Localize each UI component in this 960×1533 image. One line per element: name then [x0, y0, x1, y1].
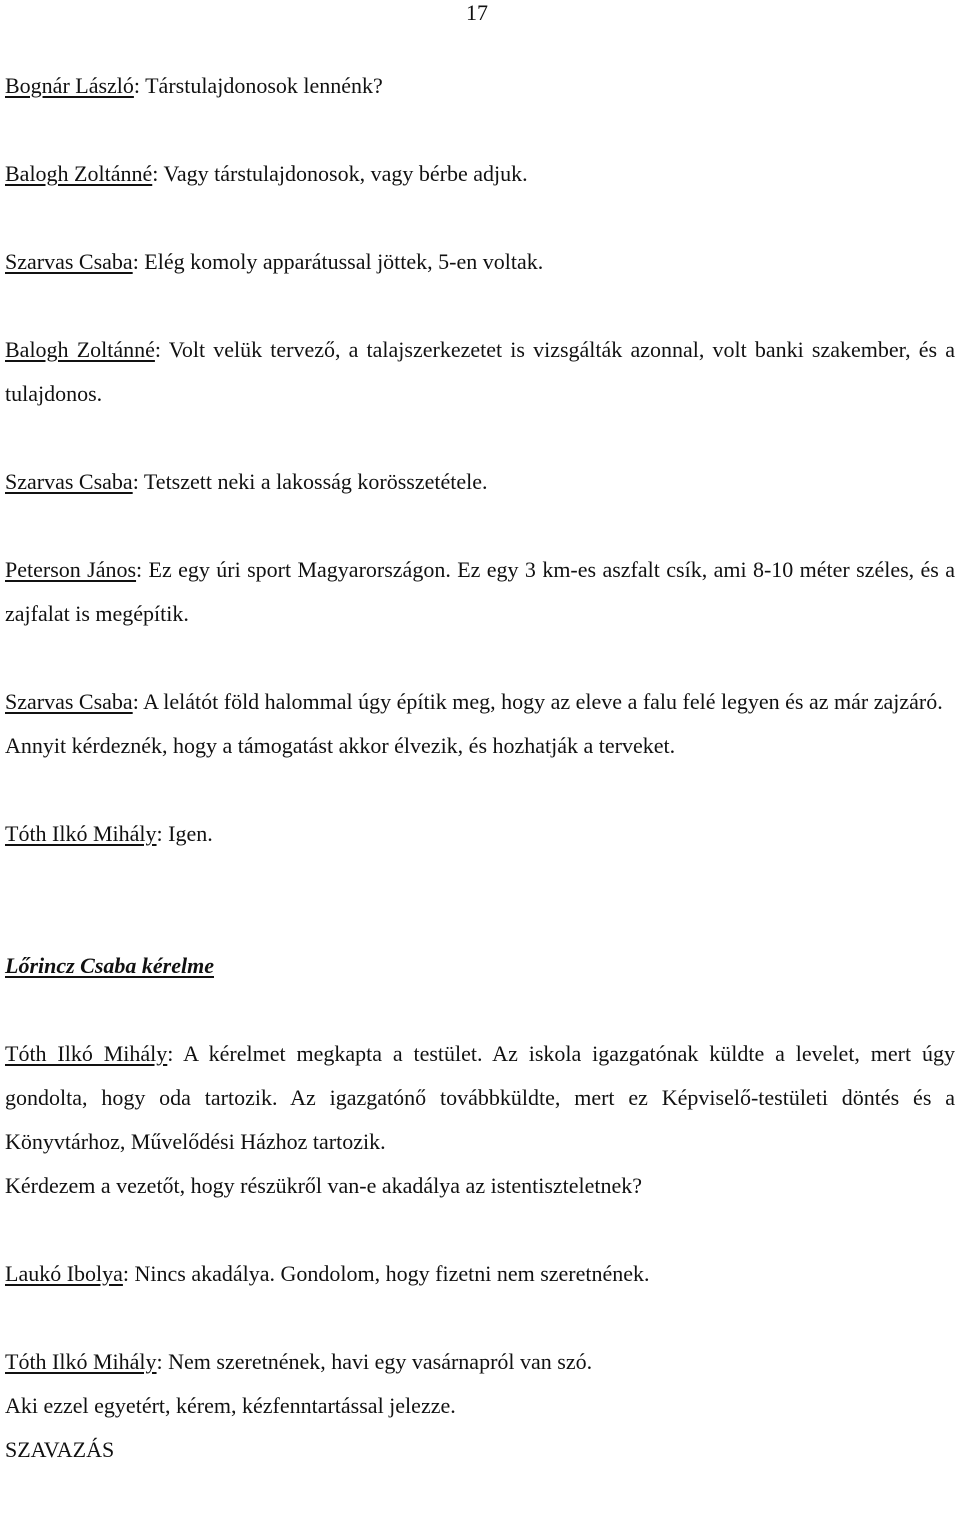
statement-continuation: Annyit kérdeznék, hogy a támogatást akkor élvezik, és hozhatják a terveket.	[5, 733, 676, 758]
entry-balogh-1	[5, 152, 955, 196]
page-number: 17	[466, 0, 488, 25]
statement-text: : Vagy társtulajdonosok, vagy bérbe adjuk.	[152, 161, 528, 186]
speaker-name: Bognár László	[5, 73, 134, 98]
statement-text: : A lelátót föld halommal úgy építik meg, hogy az eleve a falu felé legyen és az már zajzáró.	[132, 689, 943, 714]
speaker-name: Balogh Zoltánné	[5, 337, 155, 362]
speaker-name: Szarvas Csaba	[5, 249, 133, 274]
entry-toth-1	[5, 812, 955, 856]
entry-toth-3	[5, 1340, 955, 1384]
speaker-name: Szarvas Csaba	[5, 469, 133, 494]
statement-text: : Társtulajdonosok lennénk?	[133, 73, 383, 98]
minutes-body	[5, 64, 955, 1472]
speaker-name: Laukó Ibolya	[5, 1261, 123, 1286]
speaker-name: Tóth Ilkó Mihály	[5, 1349, 157, 1374]
speaker-name: Tóth Ilkó Mihály	[5, 1041, 168, 1066]
vote-label: SZAVAZÁS	[5, 1437, 115, 1462]
statement-text: : Tetszett neki a lakosság korösszetétele.	[132, 469, 488, 494]
statement-text: : Nincs akadálya. Gondolom, hogy fizetni nem szeretnének.	[122, 1261, 650, 1286]
statement-text: : Igen.	[156, 821, 213, 846]
entry-szarvas-2	[5, 460, 955, 504]
entry-szarvas-1	[5, 240, 955, 284]
statement-text: : Volt velük tervező, a talajszerkezetet is vizsgálták azonnal, volt banki szakember, és a tulajdonos.	[5, 337, 955, 406]
section-heading	[5, 944, 955, 988]
entry-szarvas-3	[5, 680, 955, 724]
speaker-name: Balogh Zoltánné	[5, 161, 153, 186]
statement-text: : Elég komoly apparátussal jöttek, 5-en voltak.	[132, 249, 544, 274]
speaker-name: Tóth Ilkó Mihály	[5, 821, 157, 846]
entry-peterson-1	[5, 548, 955, 636]
entry-lauko-1	[5, 1252, 955, 1296]
entry-bognar-1	[5, 64, 955, 108]
section-title: Lőrincz Csaba kérelme	[5, 953, 214, 978]
statement-continuation: Kérdezem a vezetőt, hogy részükről van-e akadálya az istentiszteletnek?	[5, 1173, 643, 1198]
statement-continuation: Aki ezzel egyetért, kérem, kézfenntartással jelezze.	[5, 1393, 456, 1418]
speaker-name: Szarvas Csaba	[5, 689, 133, 714]
entry-toth-2	[5, 1032, 955, 1164]
speaker-name: Peterson János	[5, 557, 137, 582]
entry-balogh-2	[5, 328, 955, 416]
statement-text: : A kérelmet megkapta a testület. Az iskola igazgatónak küldte a levelet, mert úgy gondolta, hogy oda tartozik. Az igazgatónő továbbküldte, mert ez Képviselő-testületi döntés és a Könyvtárhoz, Művelődési Házhoz tartozik.	[5, 1041, 955, 1154]
statement-text: : Nem szeretnének, havi egy vasárnapról van szó.	[156, 1349, 593, 1374]
statement-text: : Ez egy úri sport Magyarországon. Ez egy 3 km-es aszfalt csík, ami 8-10 méter széles, és a zajfalat is megépítik.	[5, 557, 955, 626]
